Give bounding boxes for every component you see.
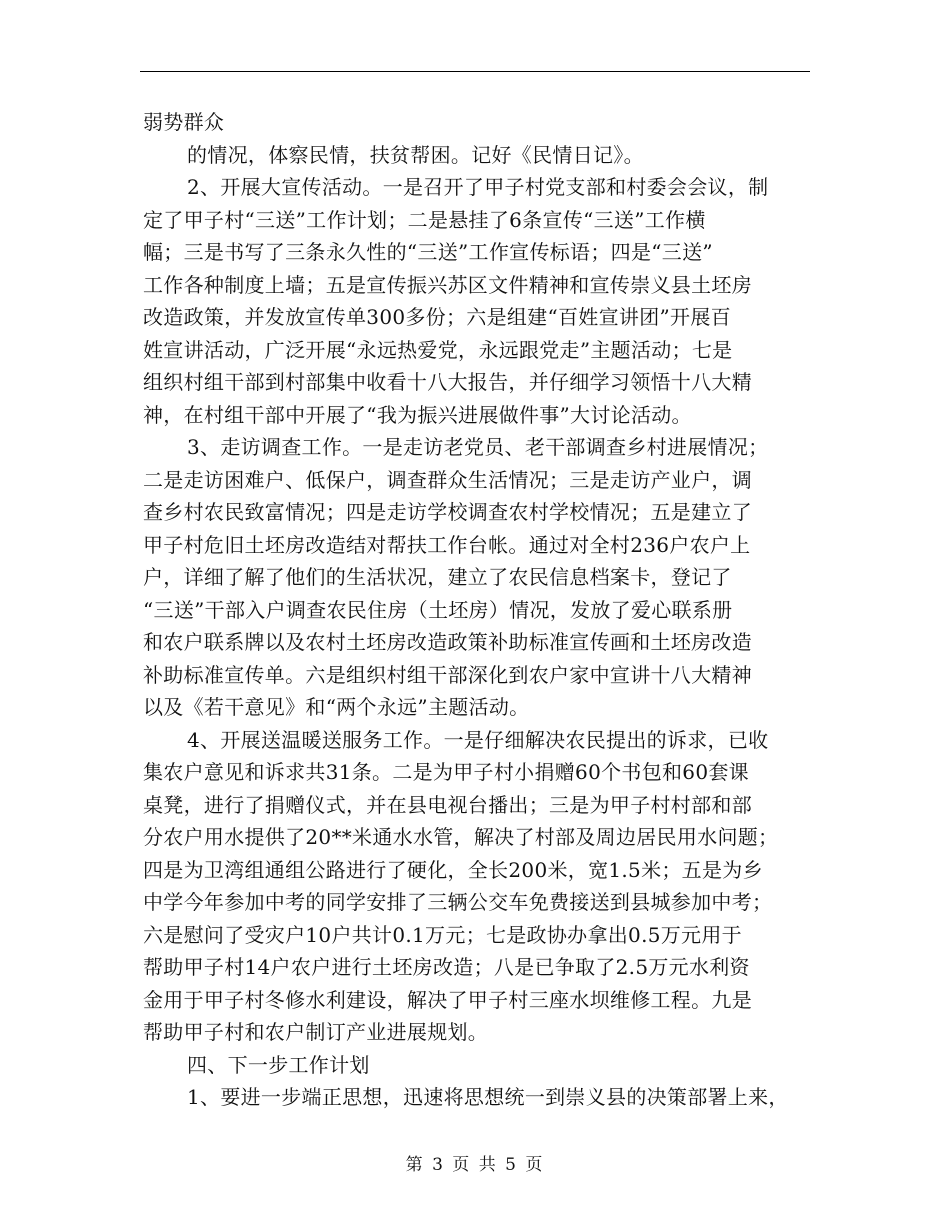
text-line: 2、开展大宣传活动。一是召开了甲子村党支部和村委会会议，制 xyxy=(187,175,769,199)
text-line: 改造政策，并发放宣传单300多份；六是组建“百姓宣讲团”开展百 xyxy=(143,305,731,329)
text-line: 集农户意见和诉求共31条。二是为甲子村小捐赠60个书包和60套课 xyxy=(143,760,749,784)
header-rule xyxy=(140,71,810,72)
text-line: 帮助甲子村14户农户进行土坯房改造；八是已争取了2.5万元水利资 xyxy=(143,955,750,979)
text-line: 查乡村农民致富情况；四是走访学校调查农村学校情况；五是建立了 xyxy=(143,500,752,524)
text-line: 以及《若干意见》和“两个永远”主题活动。 xyxy=(143,695,530,719)
text-line: 神，在村组干部中开展了“我为振兴进展做件事”大讨论活动。 xyxy=(143,402,692,427)
page-footer: 第 3 页 共 5 页 xyxy=(405,1155,545,1175)
body-text xyxy=(143,106,813,1114)
text-line: 幅；三是书写了三条永久性的“三送”工作宣传标语；四是“三送” xyxy=(143,240,713,264)
text-line: 姓宣讲活动，广泛开展“永远热爱党，永远跟党走”主题活动；七是 xyxy=(143,337,733,362)
text-line: “三送”干部入户调查农民住房（土坯房）情况，发放了爱心联系册 xyxy=(143,597,733,622)
text-line: 四、下一步工作计划 xyxy=(187,1052,370,1077)
text-line: 分农户用水提供了20**米通水水管，解决了村部及周边居民用水问题； xyxy=(143,825,779,849)
text-line: 和农户联系牌以及农村土坯房改造政策补助标准宣传画和土坯房改造 xyxy=(143,630,752,654)
text-line: 中学今年参加中考的同学安排了三辆公交车免费接送到县城参加中考； xyxy=(143,890,773,914)
text-line: 定了甲子村“三送”工作计划；二是悬挂了6条宣传“三送”工作横 xyxy=(143,207,706,232)
text-line: 桌凳，进行了捐赠仪式，并在县电视台播出；三是为甲子村村部和部 xyxy=(143,792,752,817)
text-line: 帮助甲子村和农户制订产业进展规划。 xyxy=(143,1020,489,1044)
text-line: 六是慰问了受灾户10户共计0.1万元；七是政协办拿出0.5万元用于 xyxy=(143,922,742,947)
text-line: 补助标准宣传单。六是组织村组干部深化到农户家中宣讲十八大精神 xyxy=(143,662,752,687)
text-line: 甲子村危旧土坯房改造结对帮扶工作台帐。通过对全村236户农户上 xyxy=(143,532,751,557)
text-line: 组织村组干部到村部集中收看十八大报告，并仔细学习领悟十八大精 xyxy=(143,370,752,394)
text-line: 金用于甲子村冬修水利建设，解决了甲子村三座水坝维修工程。九是 xyxy=(143,987,752,1012)
text-line: 3、走访调查工作。一是走访老党员、老干部调查乡村进展情况； xyxy=(187,435,769,459)
text-line: 二是走访困难户、低保户，调查群众生活情况；三是走访产业户，调 xyxy=(143,467,752,492)
text-line: 户，详细了解了他们的生活状况，建立了农民信息档案卡，登记了 xyxy=(143,565,732,589)
text-line: 弱势群众 xyxy=(143,110,225,134)
text-line: 工作各种制度上墙；五是宣传振兴苏区文件精神和宣传崇义县土坯房 xyxy=(143,272,752,297)
text-line: 四是为卫湾组通组公路进行了硬化，全长200米，宽1.5米；五是为乡 xyxy=(143,857,763,882)
text-line: 的情况，体察民情，扶贫帮困。记好《民情日记》。 xyxy=(187,142,644,167)
text-line: 1、要进一步端正思想，迅速将思想统一到崇义县的决策部署上来， xyxy=(187,1085,789,1109)
text-line: 4、开展送温暖送服务工作。一是仔细解决农民提出的诉求，已收 xyxy=(187,727,769,752)
